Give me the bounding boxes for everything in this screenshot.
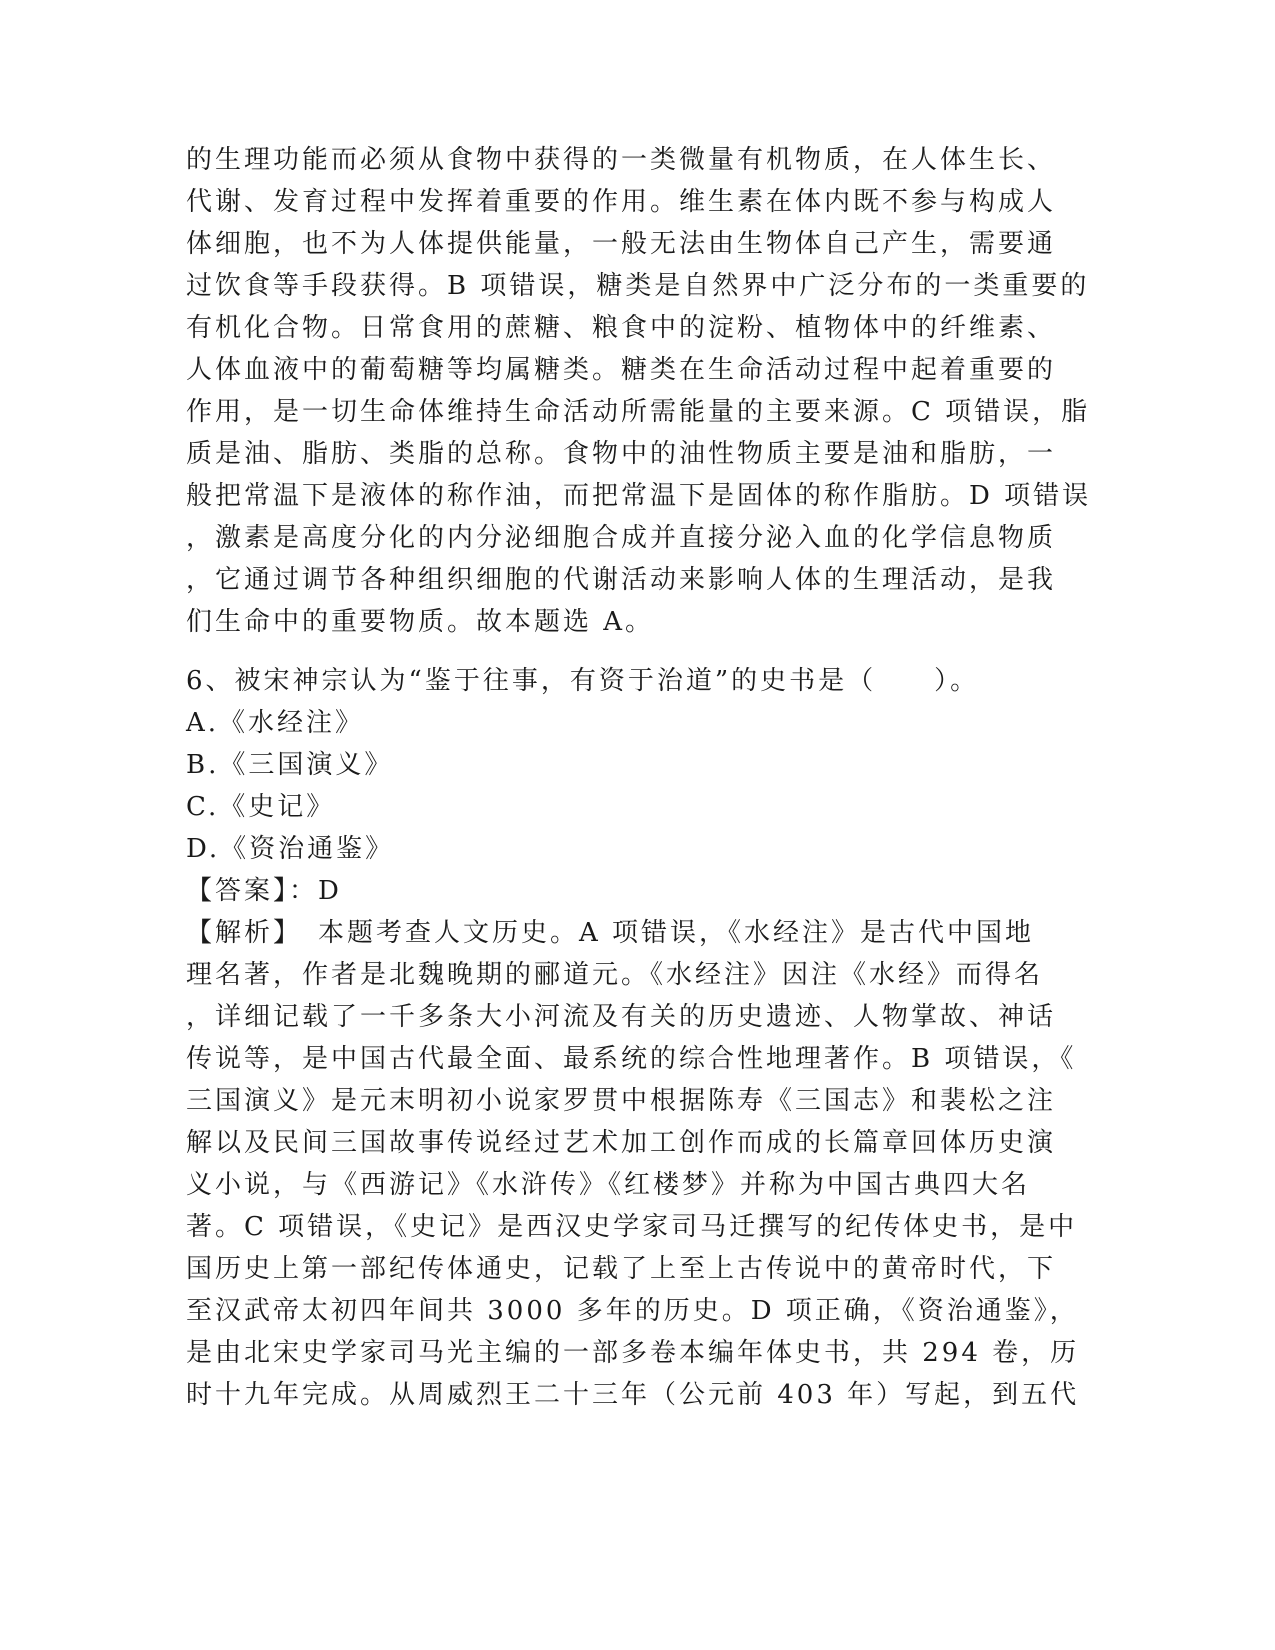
analysis-line: 传说等，是中国古代最全面、最系统的综合性地理著作。B 项错误，《 (186, 1044, 1077, 1074)
text-line: 般把常温下是液体的称作油，而把常温下是固体的称作脂肪。D 项错误 (186, 481, 1092, 511)
option-a: A.《水经注》 (186, 708, 365, 738)
text-line: 过饮食等手段获得。B 项错误，糖类是自然界中广泛分布的一类重要的 (186, 271, 1090, 301)
option-c: C.《史记》 (186, 792, 336, 822)
answer-line: 【答案】：D (186, 876, 342, 906)
text-line: 质是油、脂肪、类脂的总称。食物中的油性物质主要是油和脂肪，一 (186, 439, 1057, 469)
text-line: 人体血液中的葡萄糖等均属糖类。糖类在生命活动过程中起着重要的 (186, 355, 1057, 385)
text-line: 的生理功能而必须从食物中获得的一类微量有机物质，在人体生长、 (186, 145, 1057, 175)
analysis-line: 【解析】 本题考查人文历史。A 项错误，《水经注》是古代中国地 (186, 918, 1035, 948)
analysis-line: 是由北宋史学家司马光主编的一部多卷本编年体史书，共 294 卷，历 (186, 1338, 1080, 1368)
analysis-line: 时十九年完成。从周威烈王二十三年（公元前 403 年）写起，到五代 (186, 1380, 1080, 1410)
text-line: ，它通过调节各种组织细胞的代谢活动来影响人体的生理活动，是我 (186, 565, 1057, 595)
text-line: 体细胞，也不为人体提供能量，一般无法由生物体自己产生，需要通 (186, 229, 1057, 259)
question-stem: 6、被宋神宗认为“鉴于往事，有资于治道”的史书是（ ）。 (186, 666, 980, 696)
analysis-line: 解以及民间三国故事传说经过艺术加工创作而成的长篇章回体历史演 (186, 1128, 1057, 1158)
analysis-line: 理名著，作者是北魏晚期的郦道元。《水经注》因注《水经》而得名 (186, 960, 1044, 990)
analysis-line: 义小说，与《西游记》《水浒传》《红楼梦》并称为中国古典四大名 (186, 1170, 1031, 1200)
text-line: 们生命中的重要物质。故本题选 A。 (186, 607, 655, 637)
analysis-line: 国历史上第一部纪传体通史，记载了上至上古传说中的黄帝时代，下 (186, 1254, 1057, 1284)
option-d: D.《资治通鉴》 (186, 834, 395, 864)
analysis-line: 三国演义》是元末明初小说家罗贯中根据陈寿《三国志》和裴松之注 (186, 1086, 1057, 1116)
option-b: B.《三国演义》 (186, 750, 394, 780)
text-line: 有机化合物。日常食用的蔗糖、粮食中的淀粉、植物体中的纤维素、 (186, 313, 1057, 343)
analysis-line: ，详细记载了一千多条大小河流及有关的历史遗迹、人物掌故、神话 (186, 1002, 1057, 1032)
text-line: ，激素是高度分化的内分泌细胞合成并直接分泌入血的化学信息物质 (186, 523, 1057, 553)
analysis-line: 至汉武帝太初四年间共 3000 多年的历史。D 项正确，《资治通鉴》， (186, 1296, 1079, 1326)
text-line: 作用，是一切生命体维持生命活动所需能量的主要来源。C 项错误，脂 (186, 397, 1091, 427)
text-line: 代谢、发育过程中发挥着重要的作用。维生素在体内既不参与构成人 (186, 187, 1057, 217)
analysis-line: 著。C 项错误，《史记》是西汉史学家司马迁撰写的纪传体史书，是中 (186, 1212, 1078, 1242)
